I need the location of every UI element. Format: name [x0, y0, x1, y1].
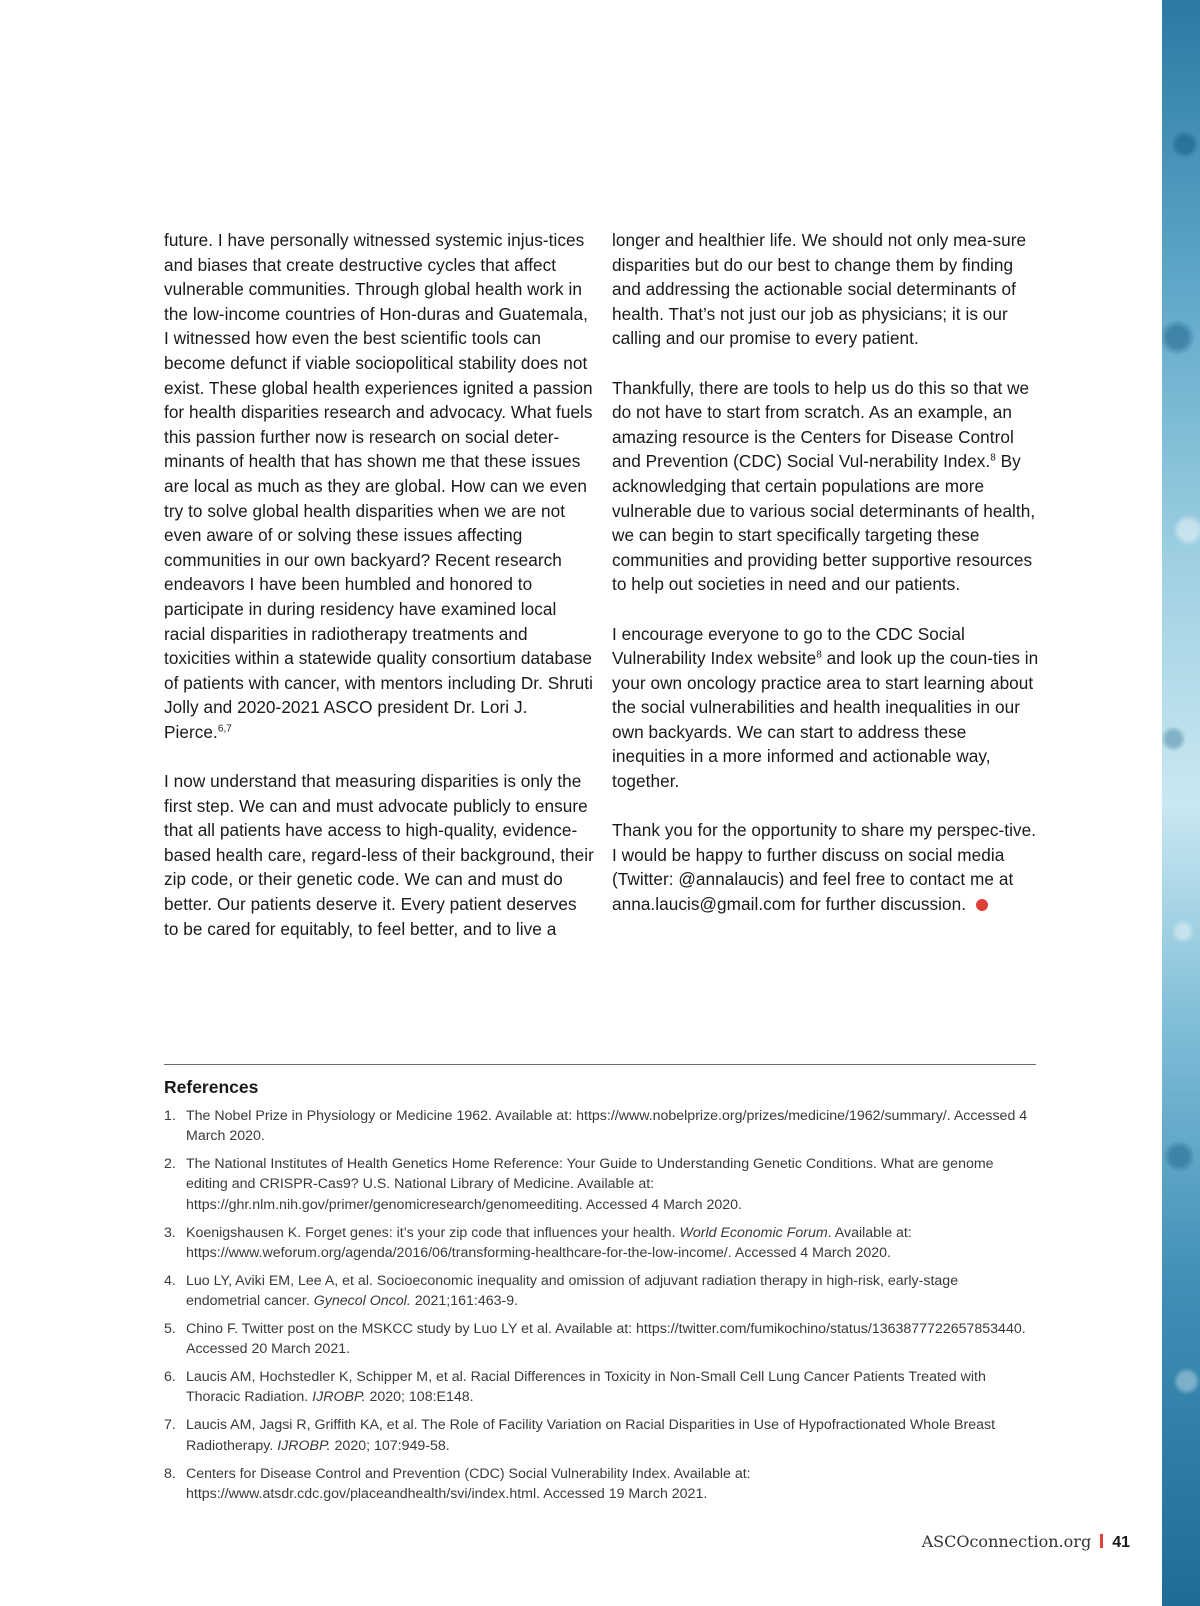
footer-site-name: ASCOconnection.org [921, 1532, 1092, 1551]
reference-item: 2. The National Institutes of Health Genetics Home Reference: Your Guide to Understanding Genetic Conditions. What are genome editing and CRISPR-Cas9? U.S. National Library of Medicine. Available at: https://ghr.nlm.nih.gov/primer/genomicresearch/genomeediting. Accessed 4 March 2020. [164, 1156, 994, 1213]
reference-item: 5. Chino F. Twitter post on the MSKCC study by Luo LY et al. Available at: https://twitter.com/fumikochino/status/1363877722657853440. Accessed 20 March 2021. [164, 1321, 1026, 1358]
citation-superscript: 6,7 [217, 723, 232, 735]
end-of-article-dot-icon [976, 899, 988, 911]
references-list [164, 1106, 1036, 1504]
decorative-side-band [1162, 0, 1200, 1606]
body-paragraph: I now understand that measuring disparities is only the first step. We can and must advocate publicly to ensure that all patients have access to high-quality, evidence-based health care, regard-less of their background, their zip code, or their genetic code. We can and must do better. Our patients deserve it. Every patient deserves to be cared for equitably, to feel better, and to live a [164, 771, 594, 939]
right-column [612, 228, 1042, 917]
reference-item: 7. Laucis AM, Jagsi R, Griffith KA, et al. The Role of Facility Variation on Racial Disparities in Use of Hypofractionated Whole Breast Radiotherapy. IJROBP. 2020; 107:949-58. [164, 1417, 996, 1454]
reference-item: 6. Laucis AM, Hochstedler K, Schipper M, et al. Racial Differences in Toxicity in Non-Small Cell Lung Cancer Patients Treated with Thoracic Radiation. IJROBP. 2020; 108:E148. [164, 1369, 986, 1406]
page-footer [922, 1530, 1130, 1555]
body-paragraph: longer and healthier life. We should not only mea-sure disparities but do our best to change them by finding and addressing the actionable social determinants of health. That’s not just our job as physicians; it is our calling and our promise to every patient. [612, 230, 1027, 349]
body-paragraph: Thank you for the opportunity to share my perspec-tive. I would be happy to further discuss on social media (Twitter: @annalaucis) and feel free to contact me at anna.laucis@gmail.com for further discussion. [612, 820, 1037, 915]
references-divider [164, 1064, 1036, 1065]
page-number: 41 [1112, 1534, 1130, 1551]
references-heading: References [164, 1077, 259, 1097]
left-column [164, 228, 594, 941]
reference-item: 3. Koenigshausen K. Forget genes: it’s your zip code that influences your health. World Economic Forum. Available at: https://www.weforum.org/agenda/2016/06/transforming-healthcare-for-the-low-income/. Accessed 4 March 2020. [164, 1224, 912, 1261]
body-paragraph: I encourage everyone to go to the CDC Social Vulnerability Index website$^8$ and look up the coun-ties in your own oncology practice area to start learning about the social vulnerabilities and health inequalities in our own backyards. We can start to address these inequities in a more informed and actionable way, together. [612, 623, 1039, 792]
reference-item: 8. Centers for Disease Control and Prevention (CDC) Social Vulnerability Index. Available at: https://www.atsdr.cdc.gov/placeandhealth/svi/index.html. Accessed 19 March 2021. [164, 1465, 751, 1502]
reference-item: 1. The Nobel Prize in Physiology or Medicine 1962. Available at: https://www.nobelprize.org/prizes/medicine/1962/summary/. Accessed 4 March 2020. [164, 1108, 1028, 1145]
body-paragraph: future. I have personally witnessed systemic injus-tices and biases that create destructive cycles that affect vulnerable communities. Through global health work in the low-income countries of Hon-duras and Guatemala, I witnessed how even the best scientific tools can become defunct if viable sociopolitical stability does not exist. These global health experiences ignited a passion for health disparities research and advocacy. What fuels this passion further now is research on social deter-minants of health that has shown me that these issues are local as much as they are global. How can we even try to solve global health disparities when we are not even aware of or solving these issues affecting communities in our own backyard? Recent research endeavors I have been humbled and honored to participate in during residency have examined local racial disparities in radiotherapy treatments and toxicities within a statewide quality consortium database of patients with cancer, with mentors including Dr. Shruti Jolly and 2020-2021 ASCO president Dr. Lori J. Pierce.$^{6,7}$ [164, 230, 593, 742]
references-section [164, 1076, 1036, 1512]
body-paragraph: Thankfully, there are tools to help us do this so that we do not have to start from scratch. As an example, an amazing resource is the Centers for Disease Control and Prevention (CDC) Social Vul-nerability Index.$^8$ By acknowledging that certain populations are more vulnerable due to various social determinants of health, we can begin to start specifically targeting these communities and providing better supportive resources to help out societies in need and our patients. [612, 377, 1036, 595]
footer-separator [1100, 1534, 1103, 1548]
reference-item: 4. Luo LY, Aviki EM, Lee A, et al. Socioeconomic inequality and omission of adjuvant radiation therapy in high-risk, early-stage endometrial cancer. Gynecol Oncol. 2021;161:463-9. [164, 1272, 959, 1310]
citation-superscript: 8 [816, 649, 822, 661]
citation-superscript: 8 [990, 452, 996, 464]
